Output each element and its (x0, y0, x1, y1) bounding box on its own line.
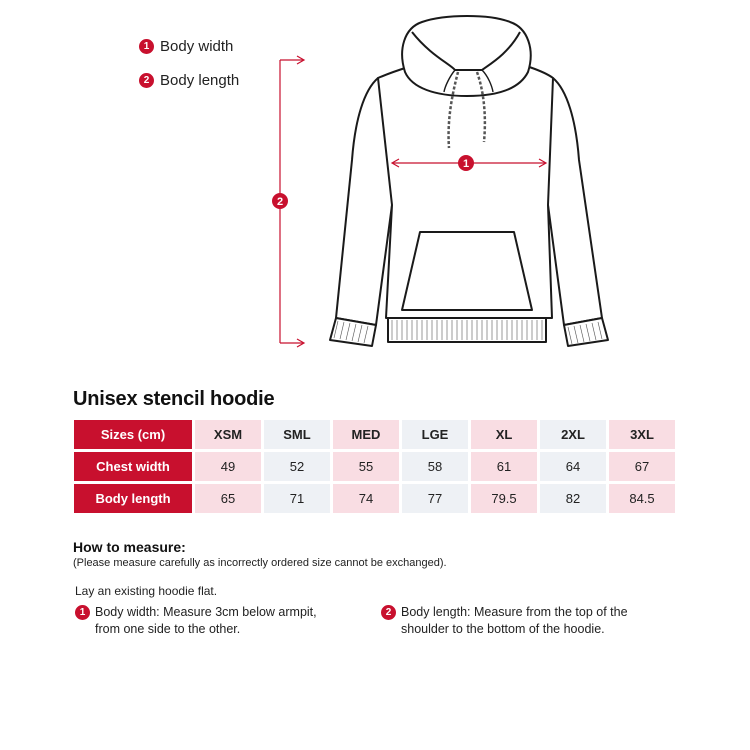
product-title: Unisex stencil hoodie (73, 388, 275, 410)
instruction-line: Body width: Measure 3cm below armpit, (95, 605, 317, 619)
table-cell: 49 (195, 452, 261, 481)
size-header-cell: 3XL (609, 420, 675, 449)
length-marker-number: 2 (276, 196, 284, 208)
number-badge-1-icon: 1 (75, 605, 90, 620)
instruction-line: from one side to the other. (95, 622, 241, 636)
size-header-cell: MED (333, 420, 399, 449)
table-cell: 77 (402, 484, 468, 513)
lay-flat-instruction: Lay an existing hoodie flat. (75, 584, 218, 598)
instruction-text (401, 604, 628, 638)
table-cell: 82 (540, 484, 606, 513)
legend-label-body-width: Body width (160, 37, 234, 55)
table-header-row (74, 420, 675, 449)
size-header-cell: XSM (195, 420, 261, 449)
instruction-body-length (381, 604, 628, 638)
table-cell: 84.5 (609, 484, 675, 513)
table-row (74, 484, 675, 513)
legend-label-body-length: Body length (160, 71, 240, 89)
hoodie-outline-icon (330, 16, 608, 346)
size-header-cell: XL (471, 420, 537, 449)
instruction-text (95, 604, 317, 638)
table-cell: 71 (264, 484, 330, 513)
legend-item-body-width (139, 36, 239, 56)
legend-item-body-length (139, 70, 239, 90)
row-label-body-length: Body length (74, 484, 192, 513)
table-row (74, 452, 675, 481)
table-cell: 52 (264, 452, 330, 481)
instruction-line: shoulder to the bottom of the hoodie. (401, 622, 605, 636)
table-cell: 58 (402, 452, 468, 481)
hoodie-diagram (260, 8, 620, 353)
number-badge-2-icon: 2 (139, 73, 154, 88)
measurement-legend (139, 36, 239, 104)
table-cell: 61 (471, 452, 537, 481)
table-cell: 74 (333, 484, 399, 513)
header-sizes-cell: Sizes (cm) (74, 420, 192, 449)
size-header-cell: SML (264, 420, 330, 449)
size-header-cell: 2XL (540, 420, 606, 449)
number-badge-1-icon: 1 (139, 39, 154, 54)
instruction-body-width (75, 604, 317, 638)
number-badge-2-icon: 2 (381, 605, 396, 620)
width-marker-number: 1 (462, 158, 470, 170)
table-cell: 67 (609, 452, 675, 481)
measure-note: (Please measure carefully as incorrectly ordered size cannot be exchanged). (73, 557, 447, 569)
row-label-chest-width: Chest width (74, 452, 192, 481)
size-chart-table (71, 417, 678, 516)
table-cell: 65 (195, 484, 261, 513)
size-header-cell: LGE (402, 420, 468, 449)
instruction-line: Body length: Measure from the top of the (401, 605, 628, 619)
how-to-measure-heading: How to measure: (73, 539, 186, 555)
table-cell: 64 (540, 452, 606, 481)
table-cell: 79.5 (471, 484, 537, 513)
table-cell: 55 (333, 452, 399, 481)
